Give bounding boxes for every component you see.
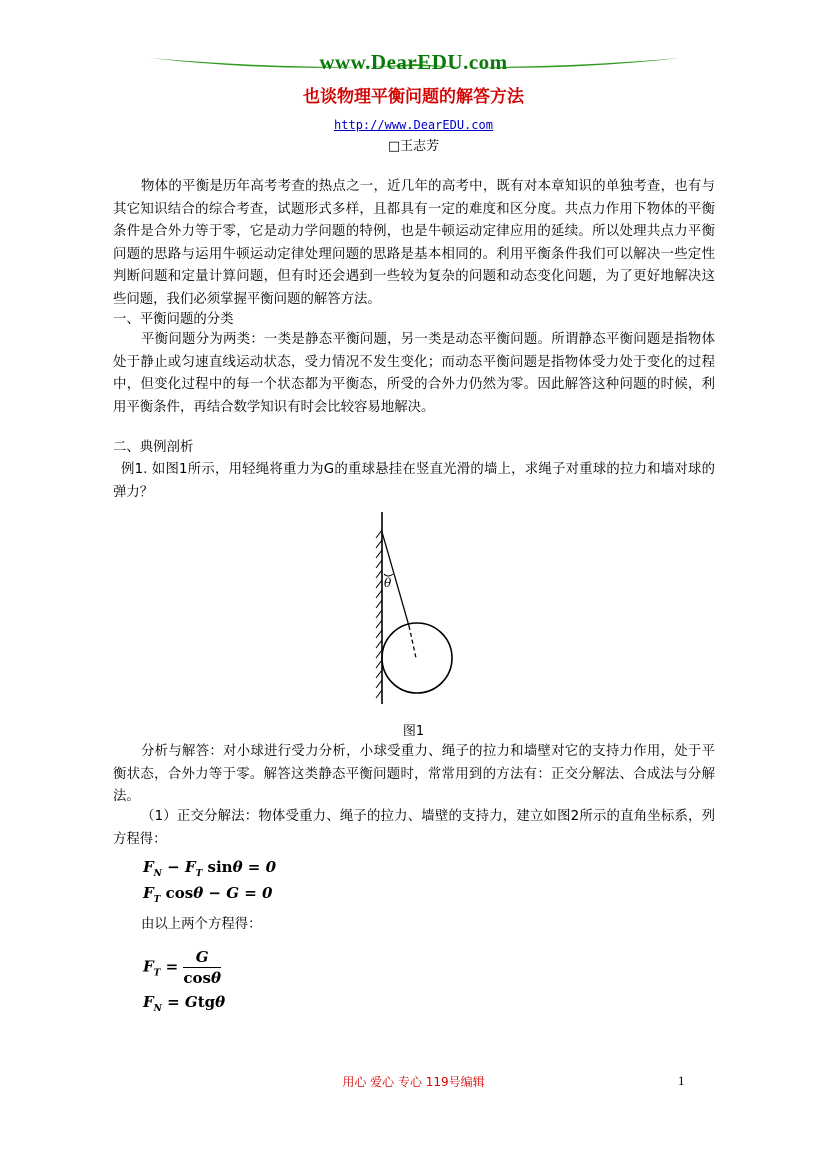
figure1-theta-label: θ bbox=[384, 576, 392, 590]
from-equations-text: 由以上两个方程得： bbox=[141, 917, 262, 932]
source-url-link[interactable]: http://www.DearEDU.com bbox=[334, 118, 493, 132]
page-number: 1 bbox=[678, 1073, 685, 1088]
figure1-diagram bbox=[370, 508, 460, 708]
equation-3: $F_T$ = $\frac{G}{\cos\theta}$ bbox=[143, 948, 221, 987]
figure1-caption: 图1 bbox=[402, 724, 425, 739]
example1-text: 例1. 如图1所示，用轻绳将重力为G的重球悬挂在竖直光滑的墙上，求绳子对重球的拉力和墙对球的弹力？ bbox=[113, 462, 715, 500]
section2-heading: 二、典例剖析 bbox=[113, 440, 194, 455]
intro-paragraph: 物体的平衡是历年高考考查的热点之一，近几年的高考中，既有对本章知识的单独考查，也有与其它知识结合的综合考查，试题形式多样，且都具有一定的难度和区分度。共点力作用下物体的平衡条件是合外力等于零，它是动力学问题的特例，也是牛顿运动定律应用的延续。所以处理共点力平衡问题的思路与运用牛顿运动定律处理问题的思路是基本相同的。利用平衡条件我们可以解决一些定性判断问题和定量计算问题，但有时还会遇到一些较为复杂的问题和动态变化问题，为了更好地解决这些问题，我们必须掌握平衡问题的解答方法。 bbox=[113, 179, 715, 307]
author-line: □王志芳 bbox=[387, 139, 440, 154]
equation-1: $F_N - F_T$ sinθ = 0 bbox=[143, 858, 277, 879]
section1-heading: 一、平衡问题的分类 bbox=[113, 312, 234, 327]
analysis-paragraph: 分析与解答：对小球进行受力分析，小球受重力、绳子的拉力和墙壁对它的支持力作用，处于平衡状态，合外力等于零。解答这类静态平衡问题时，常常用到的方法有：正交分解法、合成法与分解法。 bbox=[113, 744, 715, 804]
method1-paragraph: （1）正交分解法：物体受重力、绳子的拉力、墙壁的支持力，建立如图2所示的直角坐标系，列方程得： bbox=[113, 809, 715, 847]
header-site-name: www.DearEDU.com bbox=[319, 50, 508, 74]
footer-text: 用心 爱心 专心 119号编辑 bbox=[342, 1075, 485, 1089]
equation-2: $F_T$ cosθ − G = 0 bbox=[143, 884, 273, 905]
equation-4: $F_N = Gtg\theta$ bbox=[143, 993, 226, 1014]
document-title: 也谈物理平衡问题的解答方法 bbox=[303, 87, 524, 107]
section1-body: 平衡问题分为两类：一类是静态平衡问题，另一类是动态平衡问题。所谓静态平衡问题是指物体处于静止或匀速直线运动状态，受力情况不发生变化；而动态平衡问题是指物体受力处于变化的过程中，但变化过程中的每一个状态都为平衡态，所受的合外力仍然为零。因此解答这种问题的时候，利用平衡条件，再结合数学知识有时会比较容易地解决。 bbox=[113, 332, 715, 415]
